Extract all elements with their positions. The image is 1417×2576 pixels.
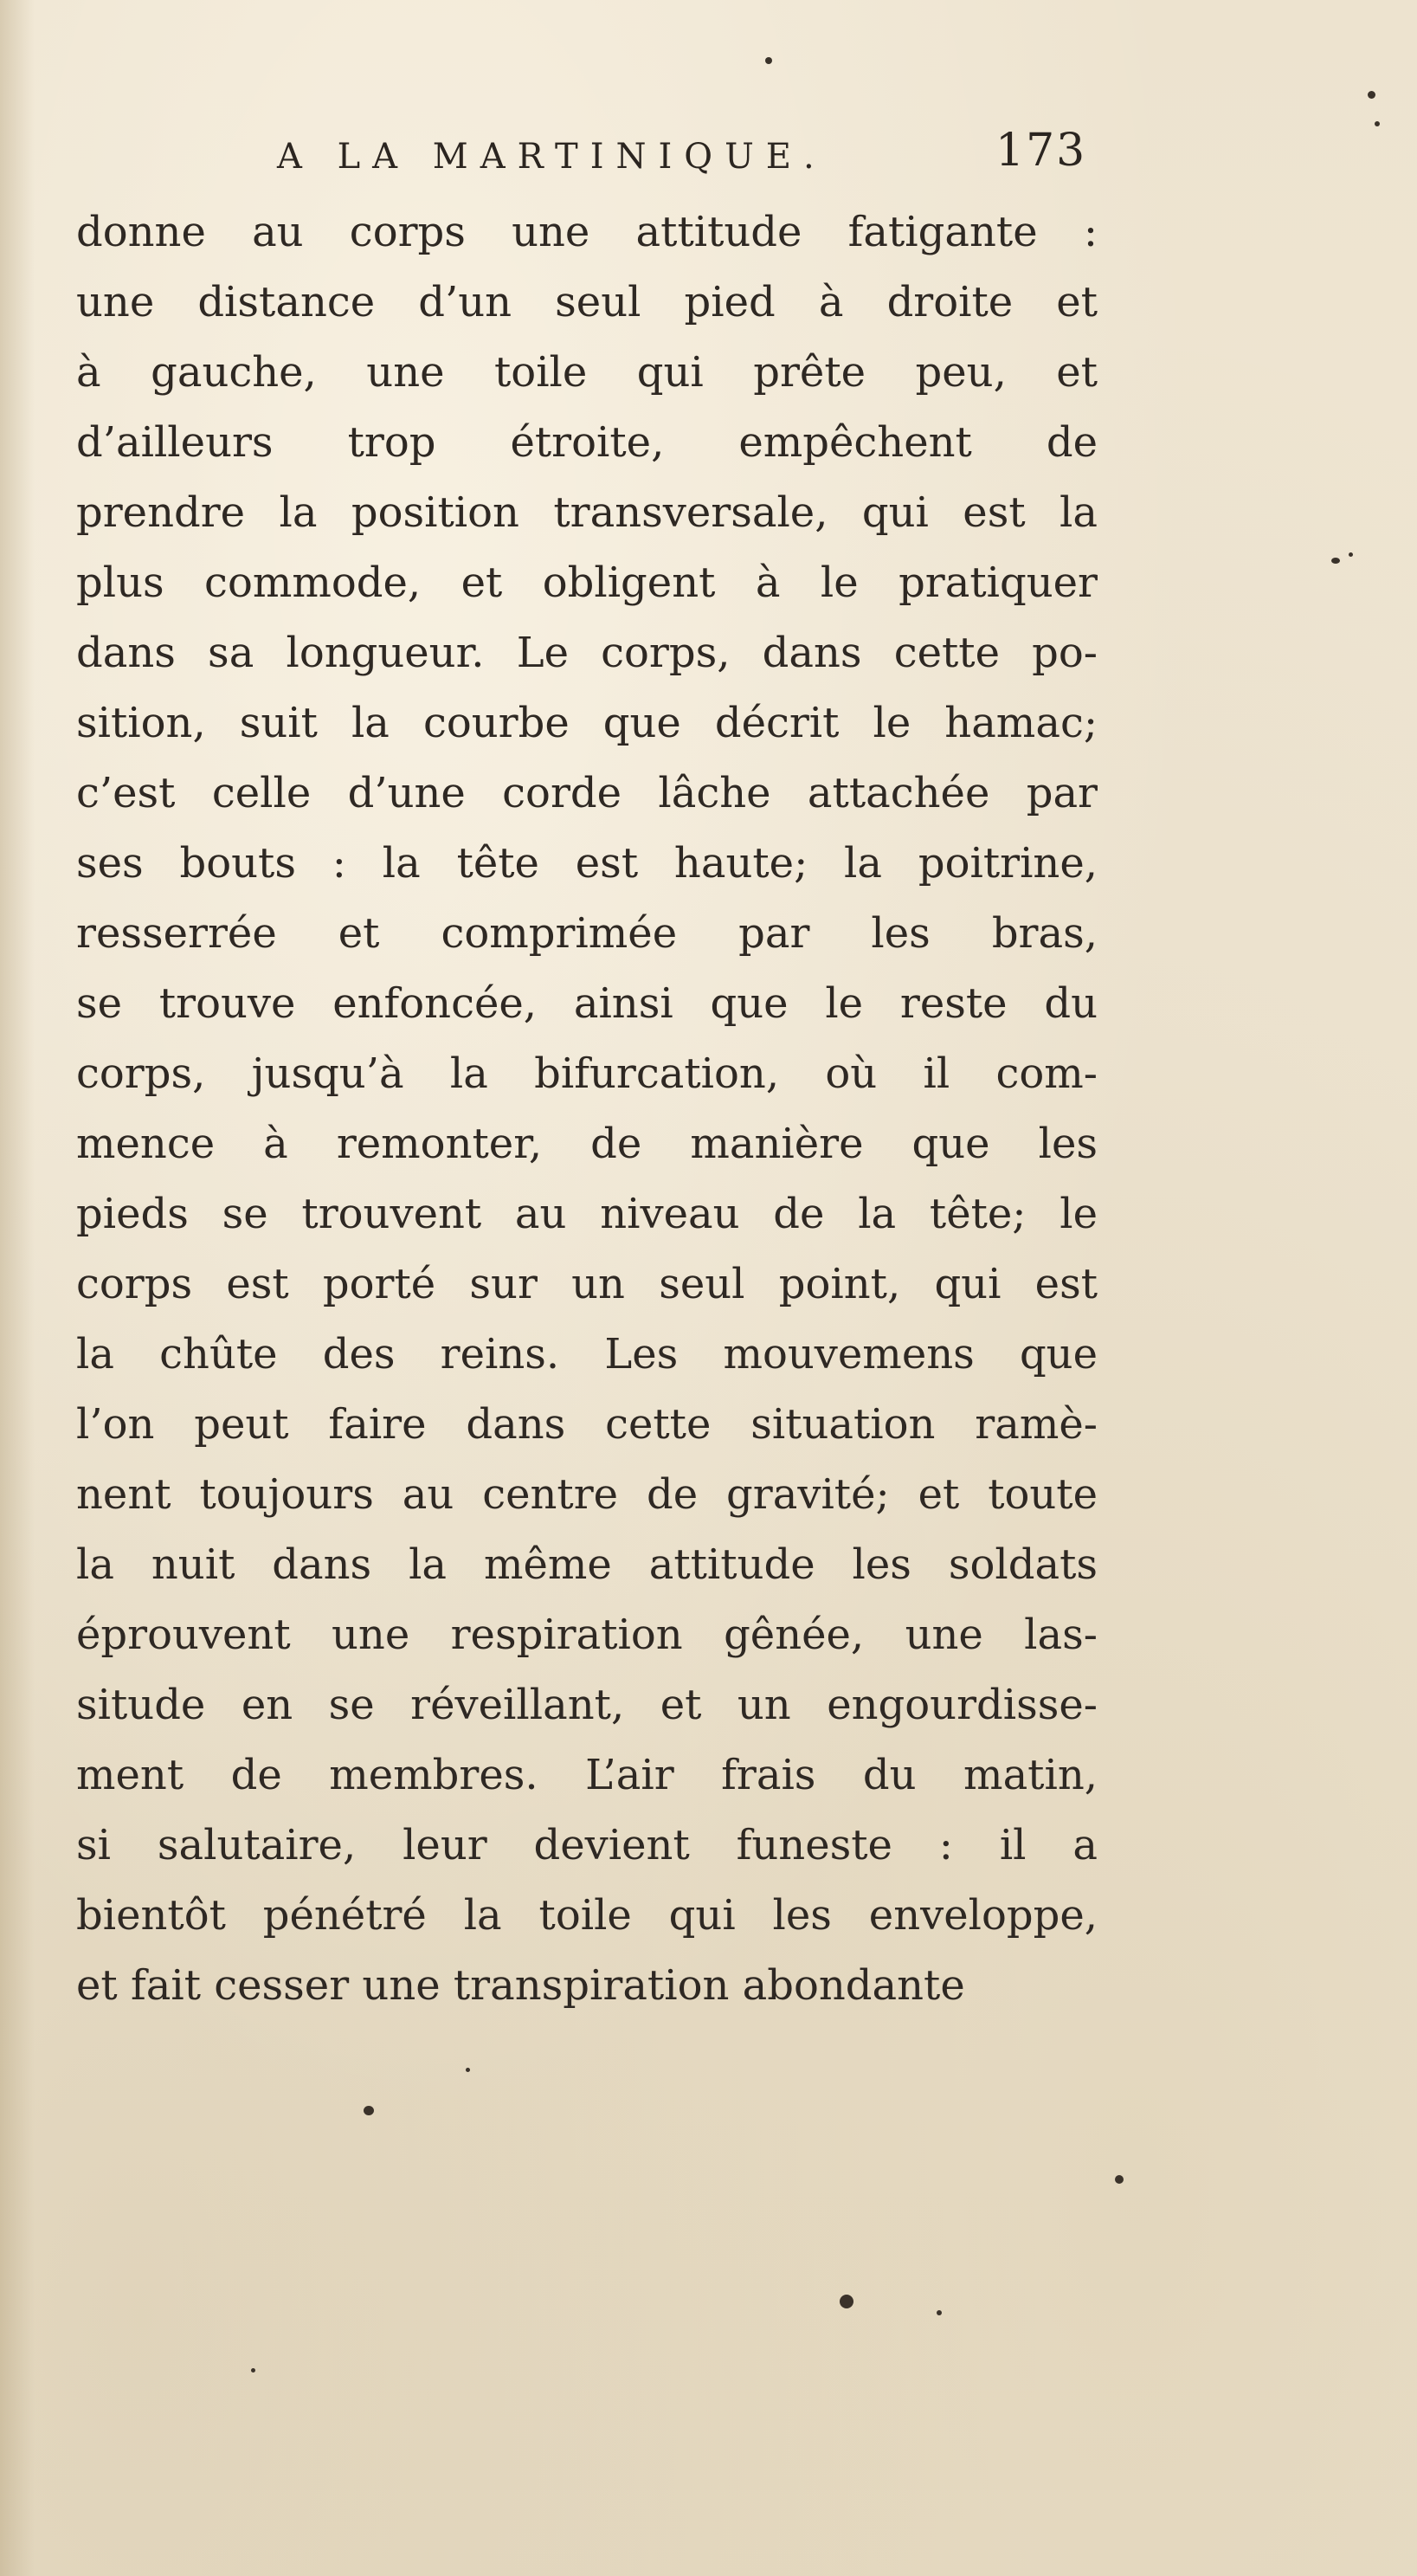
paper-speck [1368, 91, 1375, 99]
text-line: d’ailleurs trop étroite, empêchent de [76, 418, 1098, 467]
text-line: donne au corps une attitude fatigante : [76, 208, 1098, 256]
text-line: nent toujours au centre de gravité; et toute [76, 1470, 1098, 1519]
text-line: prendre la position transversale, qui est la [76, 488, 1098, 537]
text-line: l’on peut faire dans cette situation ramè- [76, 1400, 1098, 1449]
text-line: à gauche, une toile qui prête peu, et [76, 348, 1098, 397]
paper-speck [840, 2295, 853, 2308]
text-line: la chûte des reins. Les mouvemens que [76, 1330, 1098, 1378]
paper-speck [1115, 2175, 1124, 2184]
text-line: plus commode, et obligent à le pratiquer [76, 558, 1098, 607]
text-line: sition, suit la courbe que décrit le hamac; [76, 699, 1098, 747]
paper-speck [364, 2106, 374, 2115]
text-line: et fait cesser une transpiration abondante [76, 1961, 965, 2010]
text-line: ment de membres. L’air frais du matin, [76, 1751, 1098, 1799]
page-edge-shadow [0, 0, 35, 2576]
paper-speck [765, 57, 772, 64]
text-line: se trouve enfoncée, ainsi que le reste du [76, 979, 1098, 1028]
paper-speck [1375, 121, 1380, 126]
paper-speck [937, 2310, 942, 2315]
text-line: bientôt pénétré la toile qui les enveloppe, [76, 1891, 1098, 1940]
text-line: corps est porté sur un seul point, qui est [76, 1260, 1098, 1308]
paper-speck [251, 2368, 255, 2373]
text-line: c’est celle d’une corde lâche attachée par [76, 769, 1098, 817]
text-line: situde en se réveillant, et un engourdisse- [76, 1681, 1098, 1729]
text-line: éprouvent une respiration gênée, une las- [76, 1611, 1098, 1659]
page-header [277, 121, 1099, 182]
text-line: dans sa longueur. Le corps, dans cette po- [76, 629, 1098, 677]
paper-speck [1349, 552, 1353, 557]
text-line: corps, jusqu’à la bifurcation, où il com- [76, 1049, 1098, 1098]
body-text [76, 197, 1098, 2021]
text-line: si salutaire, leur devient funeste : il a [76, 1821, 1098, 1869]
text-line: la nuit dans la même attitude les soldats [76, 1540, 1098, 1589]
paper-speck [1331, 558, 1340, 564]
text-line: ses bouts : la tête est haute; la poitrine, [76, 839, 1098, 888]
text-line: resserrée et comprimée par les bras, [76, 909, 1098, 958]
text-line: mence à remonter, de manière que les [76, 1120, 1098, 1168]
running-head: A LA MARTINIQUE. [277, 137, 827, 177]
text-line: une distance d’un seul pied à droite et [76, 278, 1098, 326]
page-number: 173 [995, 125, 1087, 177]
text-line: pieds se trouvent au niveau de la tête; le [76, 1190, 1098, 1238]
paper-speck [466, 2068, 470, 2072]
